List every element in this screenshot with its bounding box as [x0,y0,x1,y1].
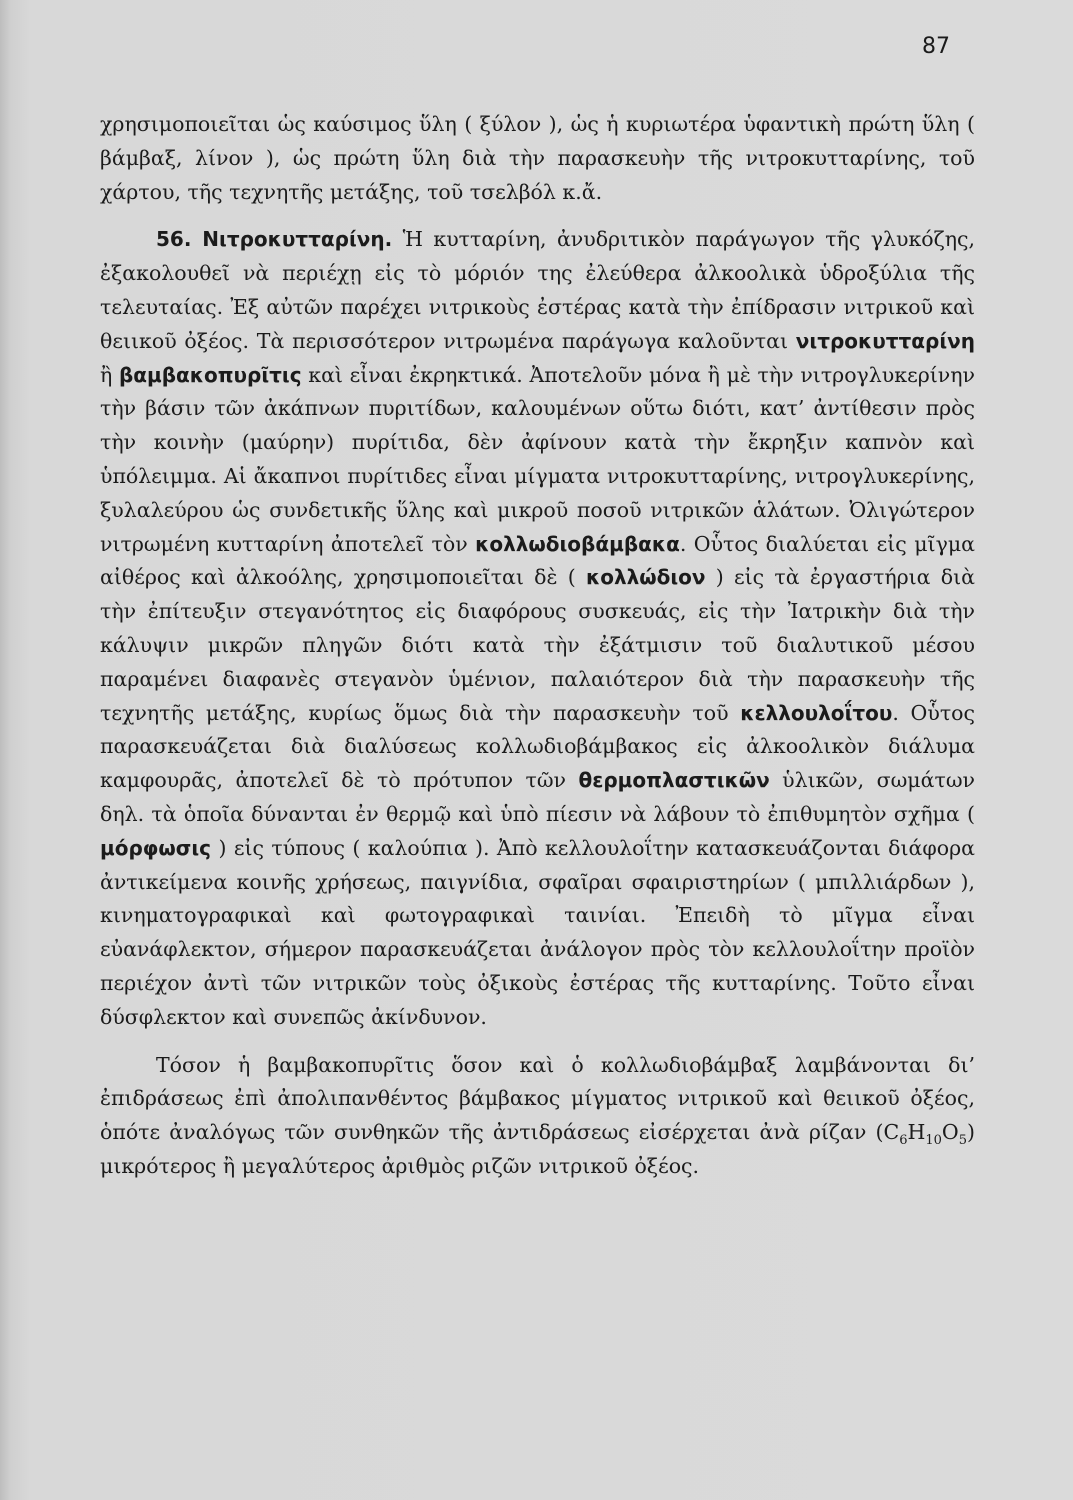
term-collodion: κολλώδιον [586,565,706,590]
text-span: . Οὗτος διαλύεται εἰς μῖγμα αἰθέρος καὶ ἀλκοόλης, χρησιμοποιεῖται δὲ ( [100,531,975,590]
paragraph-preparation [100,1049,975,1184]
paragraph-intro: χρησιμοποιεῖται ὡς καύσιμος ὕλη ( ξύλον ), ὡς ἡ κυριωτέρα ὑφαντικὴ πρώτη ὕλη ( βάμβαξ, λίνον ), ὡς πρώτη ὕλη διὰ τὴν παρασκευὴν τῆς νιτροκυτταρίνης, τοῦ χάρτου, τῆς τεχνητῆς μετάξης, τοῦ τσελβόλ κ.ἄ. [100,112,975,204]
formula-c-sub: 6 [899,1133,908,1149]
text-span: Ἡ κυτταρίνη, ἀνυδριτικὸν παράγωγον τῆς γλυκόζης, ἐξακολουθεῖ νὰ περιέχῃ εἰς τὸ μόριόν της ἐλεύθερα ἀλκοολικὰ ὑδροξύλια τῆς τελευταίας. Ἐξ αὐτῶν παρέχει νιτρικοὺς ἐστέρας κατὰ τὴν ἐπίδρασιν νιτρικοῦ καὶ θειικοῦ ὀξέος. Τὰ περισσότερον νιτρωμένα παράγωγα καλοῦνται [100,227,975,353]
formula-h: H [907,1120,926,1145]
term-thermoplastics: θερμοπλαστικῶν [578,768,770,793]
formula-c: C [883,1120,900,1145]
chemical-formula [883,1120,968,1149]
text-span: ) εἰς τύπους ( καλούπια ). Ἀπὸ κελλουλοΐτην κατασκευάζονται διάφορα ἀντικείμενα κοινῆς χρήσεως, παιγνίδια, σφαῖραι σφαιριστηρίων ( μπιλλιάρδων ), κινηματογραφικαὶ καὶ φωτογραφικαὶ ταινίαι. Ἐπειδὴ τὸ μῖγμα εἶναι εὐανάφλεκτον, σήμερον παρασκευάζεται ἀνάλογον πρὸς τὸν κελλουλοΐτην προϊὸν περιέχον ἀντὶ τῶν νιτρικῶν τοὺς ὀξικοὺς ἐστέρας τῆς κυτταρίνης. Τοῦτο εἶναι δύσφλεκτον καὶ συνεπῶς ἀκίνδυνον. [100,835,975,1029]
text-span: ) εἰς τὰ ἐργαστήρια διὰ τὴν ἐπίτευξιν στεγανότητος εἰς διαφόρους συσκευάς, εἰς τὴν Ἰατρικὴν διὰ τὴν κάλυψιν μικρῶν πληγῶν διότι κατὰ τὴν ἐξάτμισιν τοῦ διαλυτικοῦ μέσου παραμένει διαφανὲς στεγανὸν ὑμένιον, παλαιότερον διὰ τὴν παρασκευὴν τῆς τεχνητῆς μετάξης, κυρίως ὅμως διὰ τὴν παρασκευὴν τοῦ [100,565,975,725]
term-molding: μόρφωσις [100,835,212,860]
text-span: . Οὗτος παρασκευάζεται διὰ διαλύσεως κολλωδιοβάμβακος εἰς ἀλκοολικὸν διάλυμα καμφουρᾶς, ἀποτελεῖ δὲ τὸ πρότυπον τῶν [100,700,975,793]
page-number: 87 [922,34,950,59]
term-celluloid: κελλουλοΐτου [740,700,893,725]
section-heading: 56. Νιτροκυτταρίνη. [156,227,393,252]
paragraph-nitrocellulose [100,223,975,1034]
formula-o: O [941,1120,959,1145]
formula-o-sub: 5 [958,1133,967,1149]
text-span: ) μικρότερος ἢ μεγαλύτερος ἀριθμὸς ριζῶν νιτρικοῦ ὀξέος. [100,1120,975,1178]
body-text [100,108,975,1184]
text-span: καὶ εἶναι ἐκρηκτικά. Ἀποτελοῦν μόνα ἢ μὲ τὴν νιτρογλυκερίνην τὴν βάσιν τῶν ἀκάπνων πυριτίδων, καλουμένων οὕτω διότι, κατ’ ἀντίθεσιν πρὸς τὴν κοινὴν (μαύρην) πυρίτιδα, δὲν ἀφίνουν κατὰ τὴν ἔκρηξιν καπνὸν καὶ ὑπόλειμμα. Αἱ ἄκαπνοι πυρίτιδες εἶναι μίγματα νιτροκυτταρίνης, νιτρογλυκερίνης, ξυλαλεύρου ὡς συνδετικῆς ὕλης καὶ μικροῦ ποσοῦ νιτρικῶν ἁλάτων. Ὀλιγώτερον νιτρωμένη κυτταρίνη ἀποτελεῖ τὸν [100,362,975,556]
term-nitrocellulose: νιτροκυτταρίνη [795,328,975,353]
term-guncotton: βαμβακοπυρῖτις [118,362,302,387]
text-span: ὑλικῶν, σωμάτων δηλ. τὰ ὁποῖα δύνανται ἐν θερμῷ καὶ ὑπὸ πίεσιν νὰ λάβουν τὸ ἐπιθυμητὸν σχῆμα ( [100,768,975,826]
term-collodion-cotton: κολλωδιοβάμβακα [475,531,680,556]
formula-h-sub: 10 [925,1133,942,1149]
text-span: ἢ [100,362,119,387]
text-span: Τόσον ἡ βαμβακοπυρῖτις ὅσον καὶ ὁ κολλωδιοβάμβαξ λαμβάνονται δι’ ἐπιδράσεως ἐπὶ ἀπολιπανθέντος βάμβακος μίγματος νιτρικοῦ καὶ θειικοῦ ὀξέος, ὁπότε ἀναλόγως τῶν συνθηκῶν τῆς ἀντιδράσεως εἰσέρχεται ἀνὰ ρίζαν ( [100,1052,975,1145]
